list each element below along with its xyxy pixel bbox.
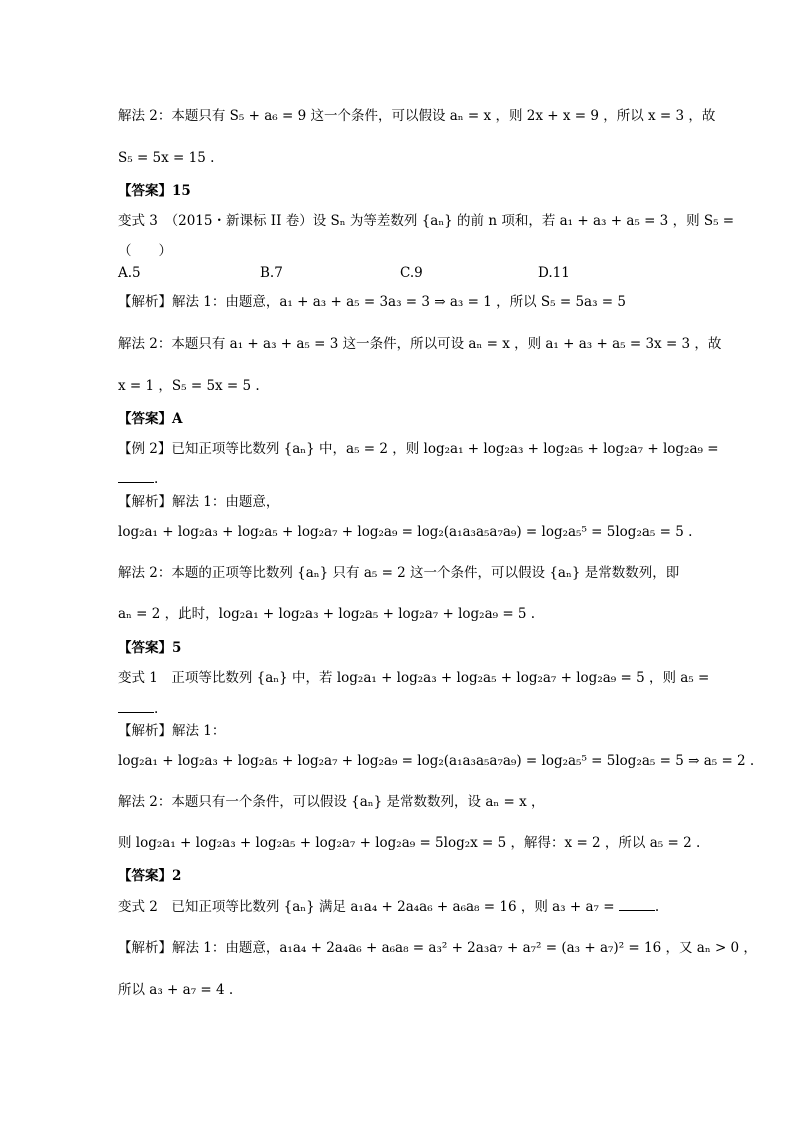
analysis-solution-1: 【解析】解法 1：由题意，a₁ + a₃ + a₅ = 3a₃ = 3 ⇒ a₃ = 1 ，所以 S₅ = 5a₃ = 5	[118, 294, 626, 310]
answer-line: 【答案】5	[118, 640, 182, 656]
answer-blank-row: .	[118, 698, 694, 719]
option-d: D.11	[538, 265, 570, 281]
answer-line: 【答案】A	[118, 411, 183, 427]
answer-line: 【答案】2	[118, 868, 182, 884]
analysis-solution-1: 【解析】解法 1：由题意，a₁a₄ + 2a₄a₆ + a₆a₈ = a₃² + 2a₃a₇ + a₇² = (a₃ + a₇)² = 16 ，又 aₙ > 0 ，	[118, 940, 757, 956]
answer-blank	[118, 698, 154, 713]
variant-2-question: 变式 2 已知正项等比数列 {aₙ} 满足 a₁a₄ + 2a₄a₆ + a₆a₈ = 16 ，则 a₃ + a₇ = .	[118, 896, 694, 917]
solution-2-line: 解法 2：本题只有 a₁ + a₃ + a₅ = 3 这一条件，所以可设 aₙ = x ，则 a₁ + a₃ + a₅ = 3x = 3 ，故	[118, 336, 722, 352]
answer-blank-row: .	[118, 468, 694, 489]
solution-2-line: 解法 2：本题只有一个条件，可以假设 {aₙ} 是常数数列，设 aₙ = x ，	[118, 794, 545, 810]
solution-2-result: aₙ = 2 ，此时，log₂a₁ + log₂a₃ + log₂a₅ + log₂a₇ + log₂a₉ = 5 .	[118, 606, 536, 622]
log-derivation: log₂a₁ + log₂a₃ + log₂a₅ + log₂a₇ + log₂a₉ = log₂(a₁a₃a₅a₇a₉) = log₂a₅⁵ = 5log₂a₅ = 5 ⇒ a₅ = 2 .	[118, 753, 755, 769]
variant-1-question: 变式 1 正项等比数列 {aₙ} 中，若 log₂a₁ + log₂a₃ + log₂a₅ + log₂a₇ + log₂a₉ = 5 ，则 a₅ =	[118, 670, 710, 686]
final-result: 所以 a₃ + a₇ = 4 .	[118, 982, 234, 998]
answer-blank	[118, 468, 154, 483]
log-derivation: log₂a₁ + log₂a₃ + log₂a₅ + log₂a₇ + log₂a₉ = log₂(a₁a₃a₅a₇a₉) = log₂a₅⁵ = 5log₂a₅ = 5 .	[118, 524, 693, 540]
option-c: C.9	[400, 265, 423, 281]
variant-3-bracket: （ ）	[118, 243, 172, 259]
option-b: B.7	[260, 265, 283, 281]
answer-line: 【答案】15	[118, 183, 191, 199]
option-a: A.5	[118, 265, 141, 281]
answer-blank	[619, 896, 655, 911]
solution-2-line: 解法 2：本题只有 S₅ + a₆ = 9 这一个条件，可以假设 aₙ = x ，则 2x + x = 9 ，所以 x = 3 ，故	[118, 108, 716, 124]
analysis-solution-1: 【解析】解法 1：由题意，	[118, 494, 280, 510]
example-2-question: 【例 2】已知正项等比数列 {aₙ} 中，a₅ = 2 ，则 log₂a₁ + log₂a₃ + log₂a₅ + log₂a₇ + log₂a₉ =	[118, 441, 719, 457]
solution-2-result: x = 1 ，S₅ = 5x = 5 .	[118, 378, 260, 394]
solution-2-result: S₅ = 5x = 15 .	[118, 150, 215, 166]
solution-2-result: 则 log₂a₁ + log₂a₃ + log₂a₅ + log₂a₇ + log₂a₉ = 5log₂x = 5 ，解得：x = 2 ，所以 a₅ = 2 .	[118, 835, 701, 851]
analysis-solution-1: 【解析】解法 1：	[118, 723, 226, 739]
variant-3-question: 变式 3 （2015・新课标 II 卷）设 Sₙ 为等差数列 {aₙ} 的前 n 项和，若 a₁ + a₃ + a₅ = 3 ，则 S₅ =	[118, 213, 735, 229]
solution-2-line: 解法 2：本题的正项等比数列 {aₙ} 只有 a₅ = 2 这一个条件，可以假设 {aₙ} 是常数数列，即	[118, 565, 680, 581]
